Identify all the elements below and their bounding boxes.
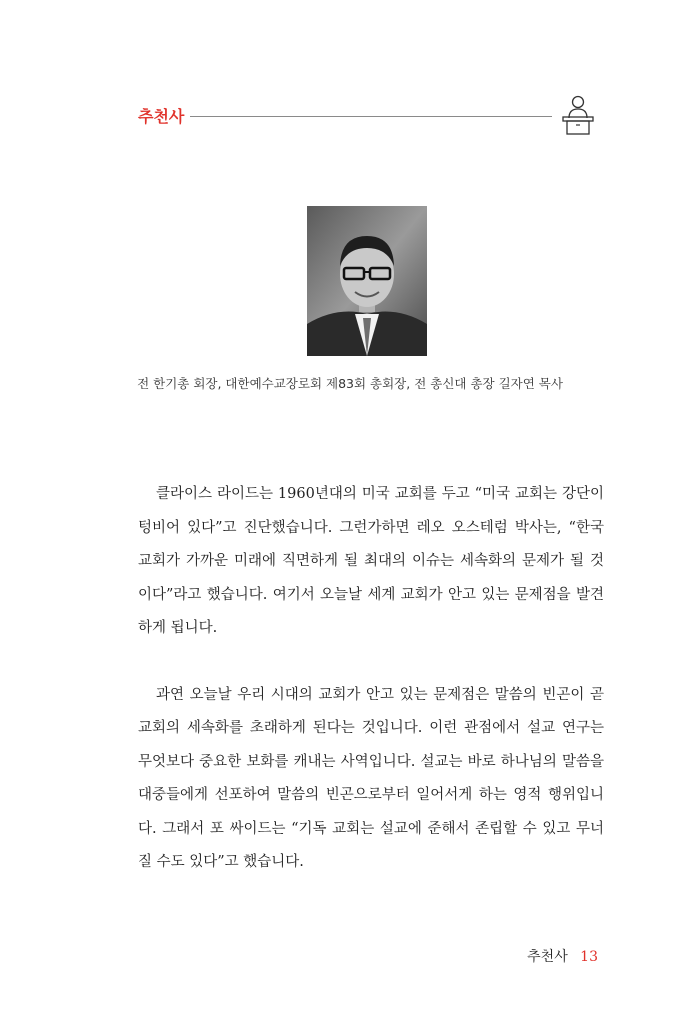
page-header <box>0 92 700 142</box>
paragraph: 과연 오늘날 우리 시대의 교회가 안고 있는 문제점은 말씀의 빈곤이 곧 교회의 세속화를 초래하게 된다는 것입니다. 이런 관점에서 설교 연구는 무엇보다 중요한 보화를 캐내는 사역입니다. 설교는 바로 하나님의 말씀을 대중들에게 선포하여 말씀의 빈곤으로부터 일어서게 하는 영적 행위입니다. 그래서 포 싸이드는 “기독 교회는 설교에 준해서 존립할 수 있고 무너질 수도 있다”고 했습니다. <box>138 686 604 870</box>
portrait-caption: 전 한기총 회장, 대한예수교장로회 제83회 총회장, 전 총신대 총장 길자연 목사 <box>137 376 563 391</box>
portrait-photo <box>307 206 427 356</box>
section-title: 추천사 <box>138 107 185 126</box>
footer-section-label: 추천사 <box>527 949 568 965</box>
paragraph: 클라이스 라이드는 1960년대의 미국 교회를 두고 “미국 교회는 강단이 텅비어 있다”고 진단했습니다. 그런가하면 레오 오스테럼 박사는, “한국 교회가 가까운 미래에 직면하게 될 최대의 이슈는 세속화의 문제가 될 것이다”라고 했습니다. 여기서 오늘날 세계 교회가 안고 있는 문제점을 발견하게 됩니다. <box>138 486 604 636</box>
body-text <box>138 478 604 913</box>
header-rule <box>190 116 552 117</box>
page-number: 13 <box>580 949 598 965</box>
page-footer <box>527 946 598 966</box>
lectern-speaker-icon <box>558 94 598 136</box>
